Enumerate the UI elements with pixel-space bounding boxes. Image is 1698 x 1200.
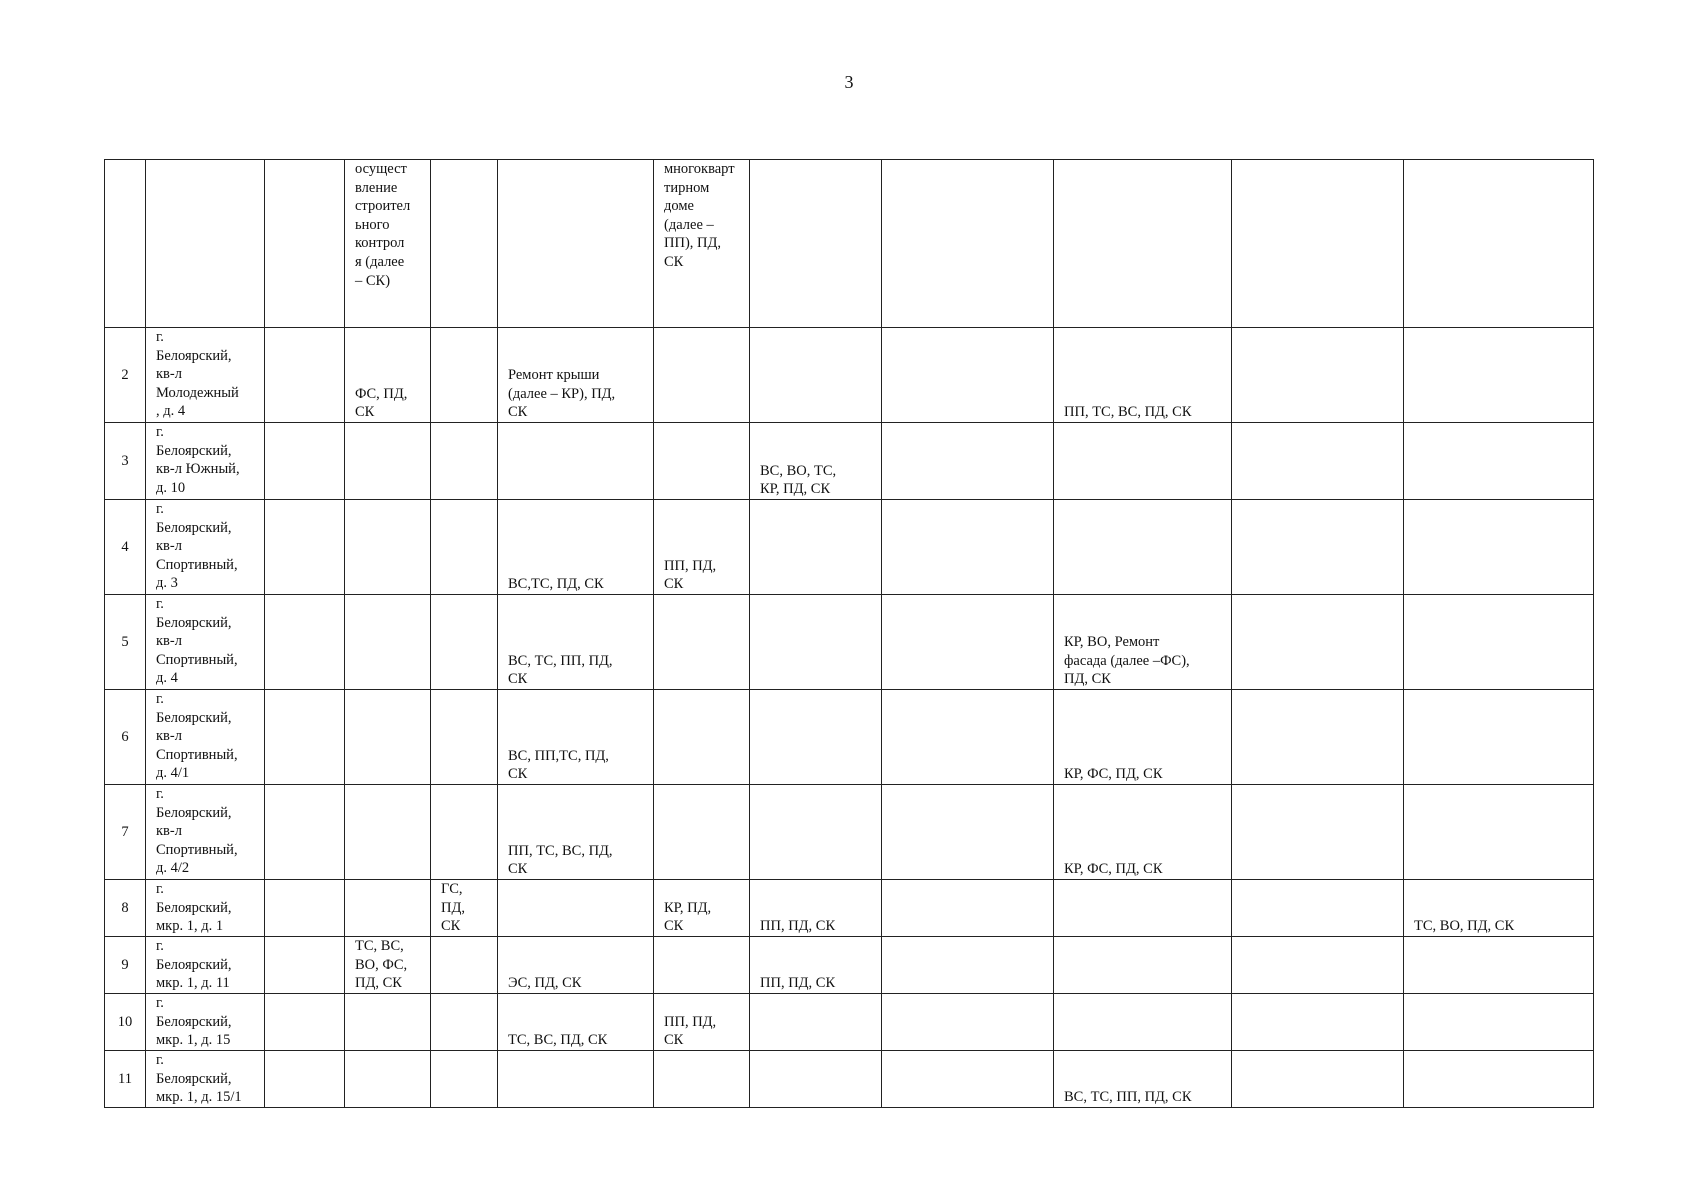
address-cell: г. Белоярский, кв-л Спортивный, д. 4/1	[146, 690, 265, 785]
table-cell	[1054, 994, 1232, 1051]
table-cell: ФС, ПД, СК	[345, 328, 431, 423]
table-cell	[1404, 1051, 1594, 1108]
table-cell: ВС, ТС, ПП, ПД, СК	[1054, 1051, 1232, 1108]
works-table	[104, 159, 1594, 1108]
table-cell	[265, 880, 345, 937]
table-cell	[431, 994, 498, 1051]
table-cell	[265, 994, 345, 1051]
table-cell	[431, 785, 498, 880]
table-cell	[882, 937, 1054, 994]
table-cell	[498, 1051, 654, 1108]
table-cell	[882, 690, 1054, 785]
table-cell	[1232, 500, 1404, 595]
table-cell	[1232, 937, 1404, 994]
row-number-cell: 7	[105, 785, 146, 880]
table-cell	[1232, 690, 1404, 785]
table-cell	[345, 785, 431, 880]
table-cell	[265, 160, 345, 328]
row-number-cell: 5	[105, 595, 146, 690]
table-cell	[882, 423, 1054, 500]
table-cell: ПП, ПД, СК	[654, 994, 750, 1051]
table-cell	[750, 595, 882, 690]
address-cell: г. Белоярский, мкр. 1, д. 15/1	[146, 1051, 265, 1108]
row-number-cell: 8	[105, 880, 146, 937]
table-cell	[750, 500, 882, 595]
table-cell: КР, ФС, ПД, СК	[1054, 785, 1232, 880]
table-cell: ТС, ВС, ПД, СК	[498, 994, 654, 1051]
table-row-continuation	[105, 160, 1594, 328]
table-row	[105, 880, 1594, 937]
table-cell	[1404, 785, 1594, 880]
table-cell	[431, 690, 498, 785]
table-cell: КР, ФС, ПД, СК	[1054, 690, 1232, 785]
table-cell	[1404, 160, 1594, 328]
table-cell: многокварт тирном доме (далее – ПП), ПД, СК	[654, 160, 750, 328]
table-cell	[882, 785, 1054, 880]
row-number-cell: 4	[105, 500, 146, 595]
table-cell	[345, 595, 431, 690]
table-cell	[654, 1051, 750, 1108]
table-cell	[265, 500, 345, 595]
table-cell	[882, 160, 1054, 328]
table-cell: осущест вление строител ьного контрол я (далее – СК)	[345, 160, 431, 328]
address-cell: г. Белоярский, кв-л Спортивный, д. 4/2	[146, 785, 265, 880]
table-cell	[1404, 595, 1594, 690]
table-cell	[1054, 160, 1232, 328]
table-cell: ВС, ТС, ПП, ПД, СК	[498, 595, 654, 690]
table-cell	[498, 160, 654, 328]
table-cell	[431, 500, 498, 595]
table-cell	[345, 500, 431, 595]
table-cell	[1232, 328, 1404, 423]
table-cell	[265, 328, 345, 423]
row-number-cell: 11	[105, 1051, 146, 1108]
table-cell	[1054, 500, 1232, 595]
table-cell: ПП, ПД, СК	[654, 500, 750, 595]
address-cell: г. Белоярский, кв-л Южный, д. 10	[146, 423, 265, 500]
table-cell	[265, 1051, 345, 1108]
table-cell	[654, 328, 750, 423]
table-row	[105, 595, 1594, 690]
row-number-cell	[105, 160, 146, 328]
table-cell: ГС, ПД, СК	[431, 880, 498, 937]
row-number-cell: 3	[105, 423, 146, 500]
table-cell: ВС, ПП,ТС, ПД, СК	[498, 690, 654, 785]
table-cell	[265, 595, 345, 690]
table-cell	[750, 160, 882, 328]
table-cell	[1232, 785, 1404, 880]
table-cell	[431, 160, 498, 328]
table-cell	[1232, 1051, 1404, 1108]
table-cell	[345, 423, 431, 500]
table-cell	[1232, 880, 1404, 937]
table-cell	[654, 937, 750, 994]
table-cell	[265, 937, 345, 994]
table-cell	[345, 994, 431, 1051]
table-cell: ТС, ВС, ВО, ФС, ПД, СК	[345, 937, 431, 994]
table-cell	[431, 595, 498, 690]
table-cell	[1054, 937, 1232, 994]
table-cell	[1232, 595, 1404, 690]
table-cell	[882, 1051, 1054, 1108]
table-cell	[431, 1051, 498, 1108]
address-cell: г. Белоярский, кв-л Молодежный , д. 4	[146, 328, 265, 423]
table-cell	[882, 880, 1054, 937]
table-cell	[1232, 160, 1404, 328]
table-cell	[498, 880, 654, 937]
table-cell: Ремонт крыши (далее – КР), ПД, СК	[498, 328, 654, 423]
row-number-cell: 10	[105, 994, 146, 1051]
table-row	[105, 500, 1594, 595]
table-cell	[1054, 423, 1232, 500]
table-cell: ВС, ВО, ТС, КР, ПД, СК	[750, 423, 882, 500]
address-cell: г. Белоярский, мкр. 1, д. 15	[146, 994, 265, 1051]
address-cell	[146, 160, 265, 328]
table-cell	[265, 423, 345, 500]
table-cell	[1404, 690, 1594, 785]
table-cell: ТС, ВО, ПД, СК	[1404, 880, 1594, 937]
table-row	[105, 937, 1594, 994]
table-cell	[265, 690, 345, 785]
row-number-cell: 2	[105, 328, 146, 423]
table-cell: ПП, ПД, СК	[750, 937, 882, 994]
table-cell	[498, 423, 654, 500]
table-cell: ВС,ТС, ПД, СК	[498, 500, 654, 595]
row-number-cell: 9	[105, 937, 146, 994]
page-number: 3	[844, 72, 854, 92]
table-cell	[431, 328, 498, 423]
table-cell	[345, 1051, 431, 1108]
table-cell	[750, 994, 882, 1051]
table-cell	[265, 785, 345, 880]
table-cell	[654, 690, 750, 785]
table-cell	[1232, 994, 1404, 1051]
table-cell	[431, 937, 498, 994]
table-cell	[882, 595, 1054, 690]
table-cell	[345, 690, 431, 785]
table-cell	[882, 994, 1054, 1051]
table-row	[105, 994, 1594, 1051]
table-cell	[1404, 994, 1594, 1051]
table-row	[105, 328, 1594, 423]
table-cell	[1232, 423, 1404, 500]
address-cell: г. Белоярский, мкр. 1, д. 1	[146, 880, 265, 937]
table-cell: КР, ПД, СК	[654, 880, 750, 937]
table-row	[105, 1051, 1594, 1108]
address-cell: г. Белоярский, мкр. 1, д. 11	[146, 937, 265, 994]
address-cell: г. Белоярский, кв-л Спортивный, д. 4	[146, 595, 265, 690]
address-cell: г. Белоярский, кв-л Спортивный, д. 3	[146, 500, 265, 595]
table-cell	[1054, 880, 1232, 937]
table-cell	[1404, 328, 1594, 423]
table-row	[105, 423, 1594, 500]
table-cell	[431, 423, 498, 500]
table-cell	[750, 1051, 882, 1108]
table-cell	[882, 328, 1054, 423]
table-cell: КР, ВО, Ремонт фасада (далее –ФС), ПД, СК	[1054, 595, 1232, 690]
table-cell	[654, 423, 750, 500]
table-cell	[654, 595, 750, 690]
table-cell	[1404, 423, 1594, 500]
table-cell	[750, 328, 882, 423]
table-cell	[1404, 937, 1594, 994]
table-cell: ЭС, ПД, СК	[498, 937, 654, 994]
table-cell	[750, 785, 882, 880]
table-cell	[345, 880, 431, 937]
table-row	[105, 690, 1594, 785]
table-cell: ПП, ПД, СК	[750, 880, 882, 937]
table-cell: ПП, ТС, ВС, ПД, СК	[498, 785, 654, 880]
table-cell	[882, 500, 1054, 595]
table-row	[105, 785, 1594, 880]
table-cell	[1404, 500, 1594, 595]
table-cell	[654, 785, 750, 880]
row-number-cell: 6	[105, 690, 146, 785]
table-cell	[750, 690, 882, 785]
table-cell: ПП, ТС, ВС, ПД, СК	[1054, 328, 1232, 423]
